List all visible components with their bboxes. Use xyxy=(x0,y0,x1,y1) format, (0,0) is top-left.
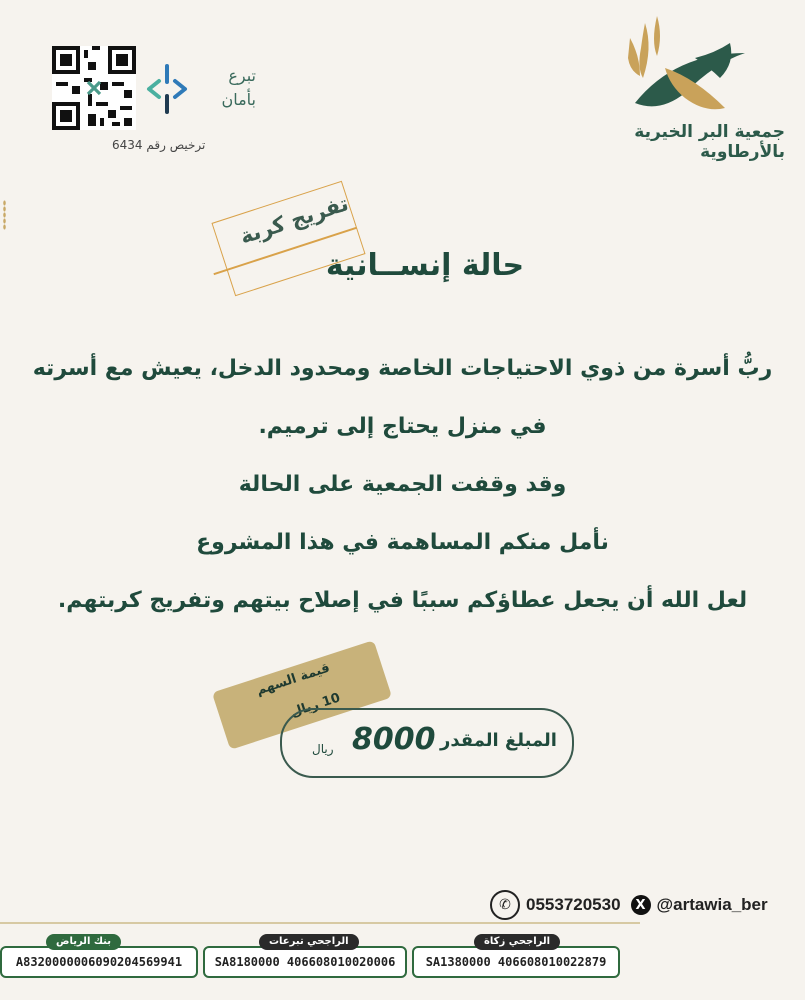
phone-icon: ✆ xyxy=(490,890,520,920)
bank-name-tag: الراجحي تبرعات xyxy=(259,934,359,950)
bank-iban: SA1380000 406608010022879 xyxy=(425,955,607,969)
license-number: ترخيص رقم 6434 xyxy=(112,138,206,152)
body-line-1: ربُّ أسرة من ذوي الاحتياجات الخاصة ومحدود الدخل، يعيش مع أسرته xyxy=(32,356,773,381)
estimated-amount-label: المبلغ المقدر xyxy=(440,730,557,751)
stamp-text: تفريج كربة xyxy=(237,191,352,249)
bank-iban: A8320000006090204569941 xyxy=(15,955,183,969)
body-line-3: وقد وقفت الجمعية على الحالة xyxy=(238,472,567,497)
share-label: قيمة السهم xyxy=(254,660,332,699)
donate-text-line2: بأمان xyxy=(221,90,256,109)
bank-name-tag: الراجحي زكاة xyxy=(474,934,560,950)
bank-iban-box xyxy=(412,946,620,978)
body-line-4: نأمل منكم المساهمة في هذا المشروع xyxy=(196,530,609,555)
donate-safely-text xyxy=(196,64,256,112)
footer-divider xyxy=(0,922,640,924)
body-line-5: لعل الله أن يجعل عطاؤكم سببًا في إصلاح بيتهم وتفريج كربتهم. xyxy=(57,588,748,613)
dot-accent xyxy=(3,200,6,230)
bank-iban-box xyxy=(203,946,407,978)
bank-iban-box xyxy=(0,946,198,978)
bank-name-tag: بنك الرياض xyxy=(46,934,121,950)
bank-account-donations xyxy=(203,936,411,976)
twitter-handle[interactable]: @artawia_ber xyxy=(656,895,768,914)
qr-code-icon[interactable] xyxy=(52,46,136,130)
body-line-2: في منزل يحتاج إلى ترميم. xyxy=(258,414,547,439)
estimated-amount-value: 8000 xyxy=(352,722,436,757)
bank-account-riyad xyxy=(0,936,200,976)
body-text xyxy=(30,340,775,630)
estimated-amount-unit: ريال xyxy=(312,742,334,756)
bank-account-zakat xyxy=(412,936,620,976)
organization-name: جمعية البر الخيرية بالأرطاوية xyxy=(634,122,785,162)
share-value: 10 ريال xyxy=(288,690,343,721)
contact-info xyxy=(490,890,768,920)
donate-text-line1: تبرع xyxy=(228,66,256,85)
phone-number[interactable]: 0553720530 xyxy=(526,895,621,914)
x-twitter-icon: X xyxy=(631,895,651,915)
donate-safely-logo-icon xyxy=(143,62,191,116)
bank-iban: SA8180000 406608010020006 xyxy=(214,955,396,969)
headline: حالة إنســانية xyxy=(325,248,525,283)
